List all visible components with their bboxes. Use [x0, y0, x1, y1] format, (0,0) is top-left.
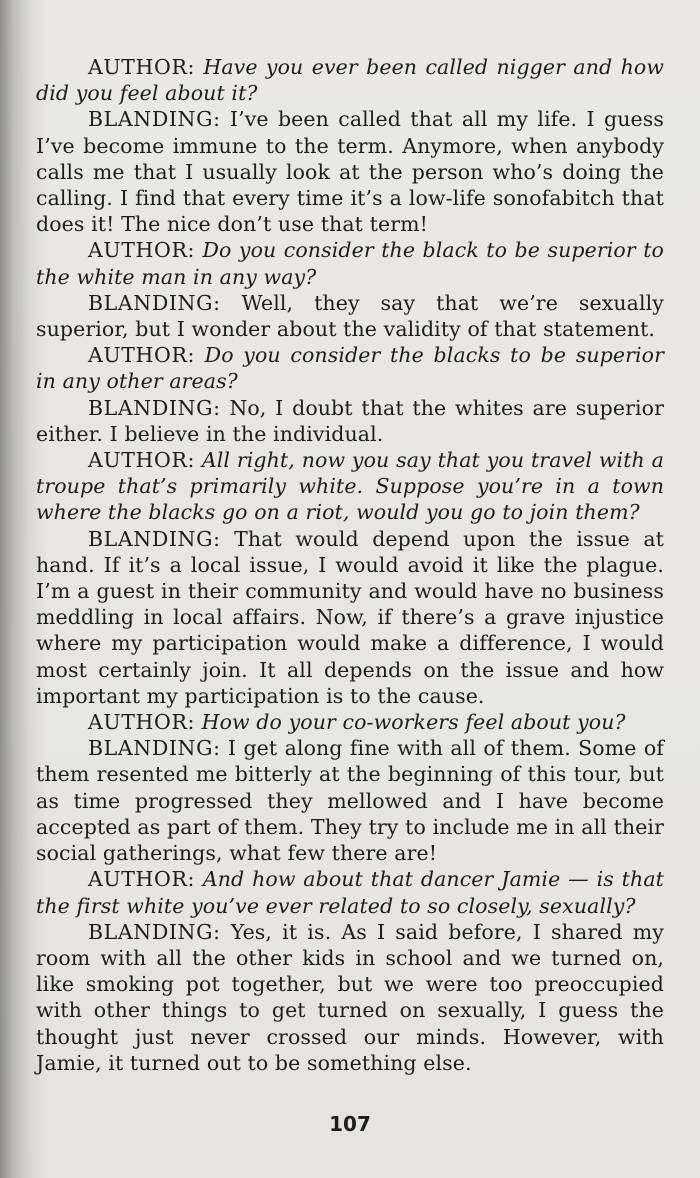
question-text: How do your co-workers feel about you? — [201, 710, 626, 735]
dialogue-paragraph — [36, 54, 664, 106]
speaker-label: BLANDING: — [88, 395, 221, 420]
dialogue-paragraph — [36, 709, 664, 735]
dialogue-paragraph — [36, 919, 664, 1076]
answer-text: Well, they say that we’re sexually superior, but I wonder about the validity of that statement. — [36, 290, 664, 342]
speaker-label: AUTHOR: — [88, 448, 195, 473]
speaker-label: BLANDING: — [88, 736, 221, 761]
question-text: Do you consider the blacks to be superior in any other areas? — [36, 343, 664, 394]
dialogue-paragraph — [36, 866, 664, 918]
dialogue-paragraph — [36, 447, 664, 526]
dialogue-paragraph — [36, 395, 664, 447]
speaker-label: BLANDING: — [88, 919, 221, 944]
answer-text: Yes, it is. As I said before, I shared my room with all the other kids in school and we turned on, like smoking pot together, but we were too preoccupied with other things to get turned on sexually, I guess the thought just never crossed our minds. However, with Jamie, it turned out to be something else. — [36, 919, 664, 1075]
answer-text: I’ve been called that all my life. I guess I’ve become immune to the term. Anymore, when anybody calls me that I usually look at the person who’s doing the calling. I find that every time it’s a low-life sonofabitch that does it! The nice don’t use that term! — [36, 107, 664, 237]
speaker-label: BLANDING: — [88, 290, 221, 315]
dialogue-paragraph — [36, 237, 664, 289]
answer-text: I get along fine with all of them. Some of them resented me bitterly at the beginning of this tour, but as time progressed they mellowed and I have become accepted as part of them. They try to include me in all their social gatherings, what few there are! — [36, 736, 664, 866]
speaker-label: AUTHOR: — [88, 55, 195, 79]
question-text: All right, now you say that you travel with a troupe that’s primarily white. Suppose you’re in a town where the blacks go on a riot, would you go to join them? — [36, 448, 664, 525]
answer-text: No, I doubt that the whites are superior either. I believe in the individual. — [36, 395, 664, 446]
dialogue-paragraph — [36, 106, 664, 237]
dialogue-paragraph — [36, 290, 664, 342]
page-number: 107 — [329, 1112, 371, 1136]
speaker-label: AUTHOR: — [88, 867, 195, 892]
question-text: Have you ever been called nigger and how did you feel about it? — [36, 55, 665, 106]
interview-text — [36, 54, 664, 1076]
speaker-label: BLANDING: — [88, 526, 221, 551]
question-text: And how about that dancer Jamie — is that the first white you’ve ever related to so closely, sexually? — [36, 867, 664, 918]
speaker-label: AUTHOR: — [88, 710, 195, 735]
speaker-label: AUTHOR: — [88, 238, 195, 263]
dialogue-paragraph — [36, 342, 664, 394]
speaker-label: AUTHOR: — [88, 343, 195, 368]
speaker-label: BLANDING: — [88, 107, 221, 132]
dialogue-paragraph — [36, 735, 664, 866]
question-text: Do you consider the black to be superior to the white man in any way? — [36, 238, 664, 289]
answer-text: That would depend upon the issue at hand. If it’s a local issue, I would avoid it like the plague. I’m a guest in their community and would have no business meddling in local affairs. Now, if there’s a grave injustice where my participation would make a difference, I would most certainly join. It all depends on the issue and how important my participation is to the cause. — [36, 526, 664, 708]
dialogue-paragraph — [36, 526, 664, 709]
